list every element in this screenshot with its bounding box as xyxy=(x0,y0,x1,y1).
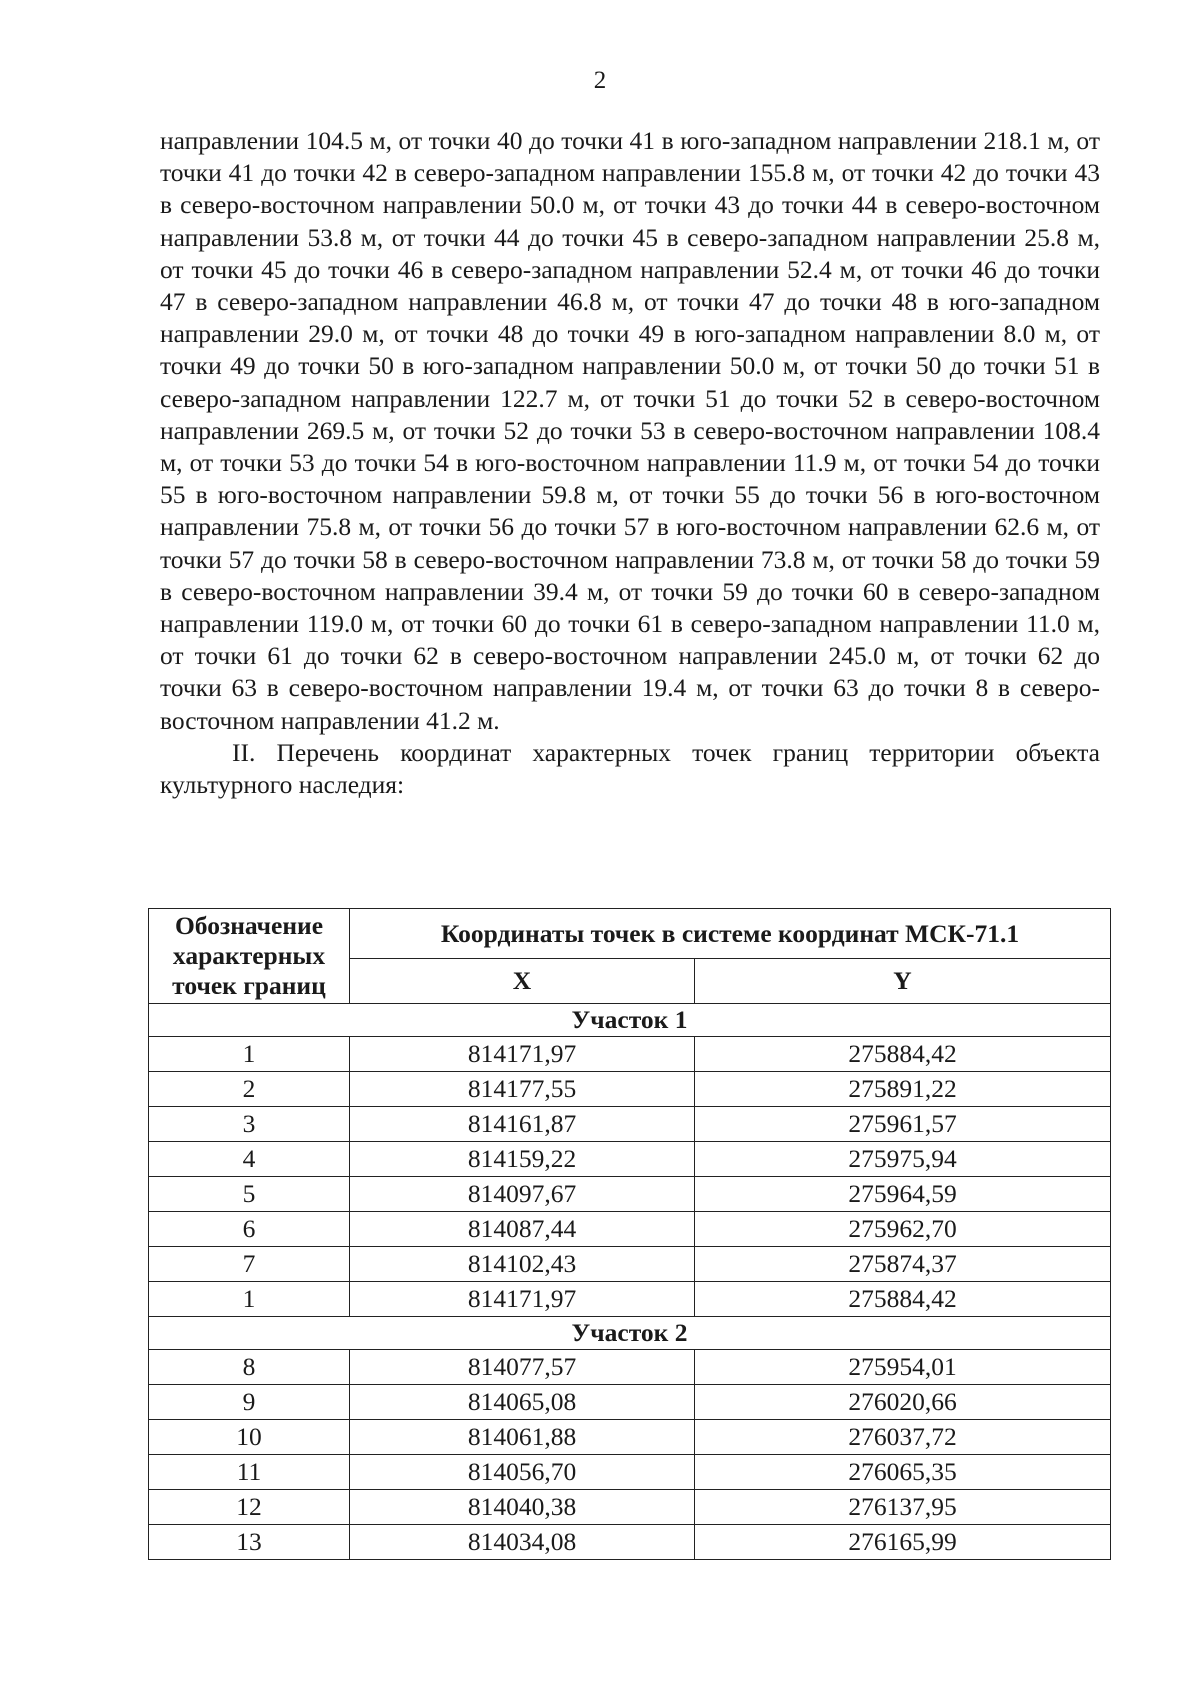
cell-x: 814171,97 xyxy=(350,1282,695,1317)
cell-x: 814056,70 xyxy=(350,1455,695,1490)
cell-point: 10 xyxy=(149,1420,350,1455)
table-row xyxy=(149,1455,1111,1490)
cell-point: 6 xyxy=(149,1212,350,1247)
cell-point: 7 xyxy=(149,1247,350,1282)
table-row xyxy=(149,1525,1111,1560)
table-row xyxy=(149,1282,1111,1317)
cell-y: 275884,42 xyxy=(695,1037,1111,1072)
coordinates-table-body xyxy=(149,1004,1111,1560)
cell-point: 4 xyxy=(149,1142,350,1177)
cell-point: 1 xyxy=(149,1037,350,1072)
cell-point: 8 xyxy=(149,1350,350,1385)
cell-y: 276137,95 xyxy=(695,1490,1111,1525)
cell-x: 814171,97 xyxy=(350,1037,695,1072)
cell-y: 275962,70 xyxy=(695,1212,1111,1247)
cell-point: 1 xyxy=(149,1282,350,1317)
header-y: Y xyxy=(695,959,1111,1004)
table-row xyxy=(149,1212,1111,1247)
table-row xyxy=(149,1385,1111,1420)
table-row xyxy=(149,1037,1111,1072)
cell-y: 275874,37 xyxy=(695,1247,1111,1282)
table-row xyxy=(149,1350,1111,1385)
paragraph-section-heading: II. Перечень координат характерных точек границ территории объекта культурного наследия: xyxy=(160,737,1100,800)
cell-x: 814040,38 xyxy=(350,1490,695,1525)
table-row xyxy=(149,1142,1111,1177)
table-row xyxy=(149,1247,1111,1282)
cell-point: 13 xyxy=(149,1525,350,1560)
header-coordinates: Координаты точек в системе координат МСК-71.1 xyxy=(350,909,1111,959)
cell-y: 275964,59 xyxy=(695,1177,1111,1212)
section-row xyxy=(149,1317,1111,1350)
cell-x: 814097,67 xyxy=(350,1177,695,1212)
paragraph-boundary-description: направлении 104.5 м, от точки 40 до точки 41 в юго-западном направлении 218.1 м, от точки 41 до точки 42 в северо-западном направлении 155.8 м, от точки 42 до точки 43 в северо-восточном направлении 50.0 м, от точки 43 до точки 44 в северо-восточном направлении 53.8 м, от точки 44 до точки 45 в северо-западном направлении 25.8 м, от точки 45 до точки 46 в северо-западном направлении 52.4 м, от точки 46 до точки 47 в северо-западном направлении 46.8 м, от точки 47 до точки 48 в юго-западном направлении 29.0 м, от точки 48 до точки 49 в юго-западном направлении 8.0 м, от точки 49 до точки 50 в юго-западном направлении 50.0 м, от точки 50 до точки 51 в северо-западном направлении 122.7 м, от точки 51 до точки 52 в северо-восточном направлении 269.5 м, от точки 52 до точки 53 в северо-восточном направлении 108.4 м, от точки 53 до точки 54 в юго-восточном направлении 11.9 м, от точки 54 до точки 55 в юго-восточном направлении 59.8 м, от точки 55 до точки 56 в юго-восточном направлении 75.8 м, от точки 56 до точки 57 в юго-восточном направлении 62.6 м, от точки 57 до точки 58 в северо-восточном направлении 73.8 м, от точки 58 до точки 59 в северо-восточном направлении 39.4 м, от точки 59 до точки 60 в северо-западном направлении 119.0 м, от точки 60 до точки 61 в северо-западном направлении 11.0 м, от точки 61 до точки 62 в северо-восточном направлении 245.0 м, от точки 62 до точки 63 в северо-восточном направлении 19.4 м, от точки 63 до точки 8 в северо-восточном направлении 41.2 м. xyxy=(160,126,1100,735)
page-number: 2 xyxy=(593,67,607,94)
cell-x: 814065,08 xyxy=(350,1385,695,1420)
cell-x: 814177,55 xyxy=(350,1072,695,1107)
section-title: Участок 1 xyxy=(149,1004,1111,1037)
cell-x: 814087,44 xyxy=(350,1212,695,1247)
cell-point: 2 xyxy=(149,1072,350,1107)
cell-point: 11 xyxy=(149,1455,350,1490)
section-row xyxy=(149,1004,1111,1037)
body-text xyxy=(160,125,1100,801)
cell-y: 276037,72 xyxy=(695,1420,1111,1455)
coordinates-table xyxy=(148,908,1111,1560)
section-title: Участок 2 xyxy=(149,1317,1111,1350)
header-x: X xyxy=(350,959,695,1004)
cell-y: 276165,99 xyxy=(695,1525,1111,1560)
cell-y: 275891,22 xyxy=(695,1072,1111,1107)
cell-y: 275961,57 xyxy=(695,1107,1111,1142)
table-row xyxy=(149,1072,1111,1107)
cell-x: 814077,57 xyxy=(350,1350,695,1385)
cell-y: 275884,42 xyxy=(695,1282,1111,1317)
cell-x: 814102,43 xyxy=(350,1247,695,1282)
header-point-designation: Обозначение характерных точек границ xyxy=(149,909,350,1004)
cell-y: 276020,66 xyxy=(695,1385,1111,1420)
table-row xyxy=(149,1490,1111,1525)
table-row xyxy=(149,1177,1111,1212)
table-row xyxy=(149,1420,1111,1455)
cell-y: 275975,94 xyxy=(695,1142,1111,1177)
cell-y: 275954,01 xyxy=(695,1350,1111,1385)
cell-point: 5 xyxy=(149,1177,350,1212)
cell-point: 3 xyxy=(149,1107,350,1142)
cell-x: 814161,87 xyxy=(350,1107,695,1142)
cell-point: 9 xyxy=(149,1385,350,1420)
cell-point: 12 xyxy=(149,1490,350,1525)
cell-x: 814159,22 xyxy=(350,1142,695,1177)
cell-x: 814034,08 xyxy=(350,1525,695,1560)
cell-y: 276065,35 xyxy=(695,1455,1111,1490)
table-row xyxy=(149,1107,1111,1142)
cell-x: 814061,88 xyxy=(350,1420,695,1455)
